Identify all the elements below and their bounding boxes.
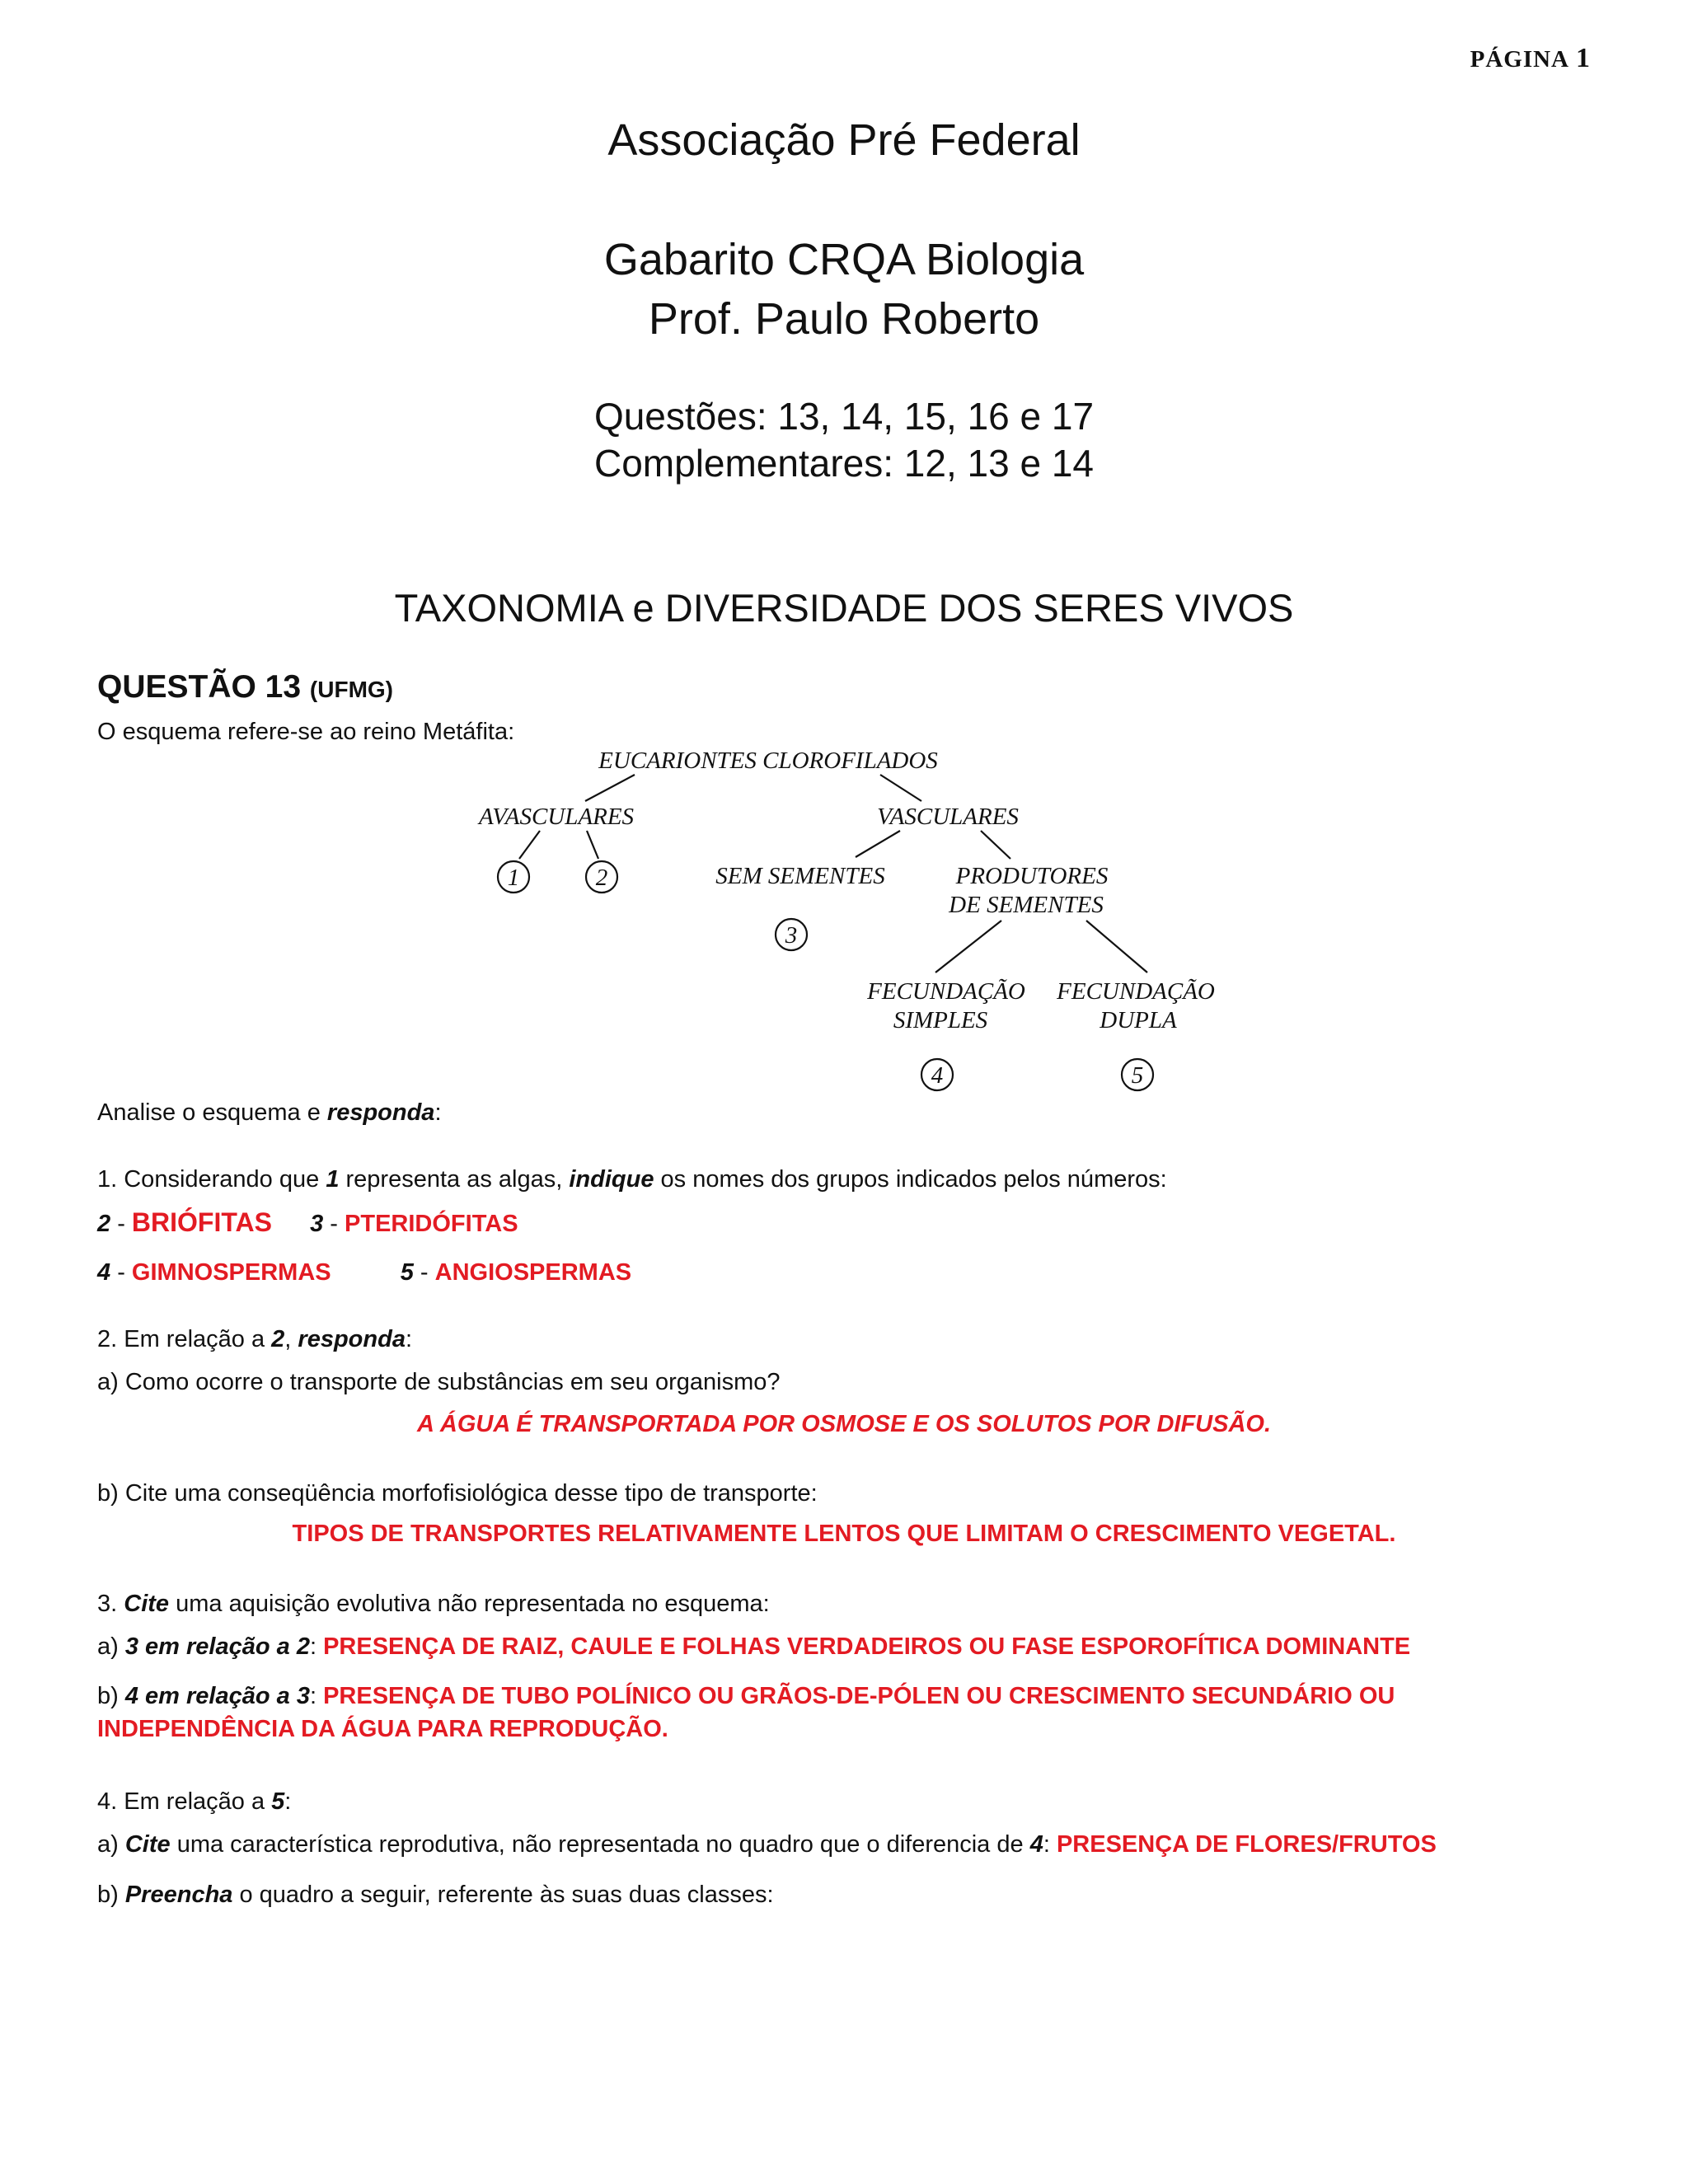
item4-a-mid: uma característica reprodutiva, não representada no quadro que o diferencia de bbox=[170, 1831, 1030, 1858]
item4-question bbox=[97, 1785, 291, 1818]
diagram-vasculares-label: VASCULARES bbox=[877, 804, 1019, 830]
item3-a-label: 3 em relação a 2 bbox=[124, 1633, 310, 1660]
item4-b-verb: Preencha bbox=[124, 1882, 233, 1908]
page-number: 1 bbox=[1576, 43, 1591, 73]
item4-b-pre: b) bbox=[97, 1882, 125, 1908]
item2-question-b: b) Cite uma conseqüência morfofisiológica desse tipo de transporte: bbox=[97, 1480, 818, 1507]
diagram-root-label: EUCARIONTES CLOROFILADOS bbox=[598, 748, 938, 774]
item4-a-colon: : bbox=[1043, 1831, 1057, 1858]
answer-2-sep: - bbox=[110, 1211, 132, 1237]
item2-question bbox=[97, 1323, 412, 1356]
item1-num: 1 bbox=[326, 1166, 340, 1193]
item3-answer-a-line bbox=[97, 1630, 1410, 1663]
item3-answer-a: PRESENÇA DE RAIZ, CAULE E FOLHAS VERDADEIROS OU FASE ESPOROFÍTICA DOMINANTE bbox=[323, 1633, 1411, 1660]
item3-question bbox=[97, 1587, 770, 1620]
complementary-line: Complementares: 12, 13 e 14 bbox=[593, 442, 1095, 485]
item3-pre: 3. bbox=[97, 1591, 124, 1617]
item2-answer-b: TIPOS DE TRANSPORTES RELATIVAMENTE LENTOS QUE LIMITAM O CRESCIMENTO VEGETAL. bbox=[292, 1521, 1396, 1547]
diagram-number-4: 4 bbox=[931, 1062, 944, 1089]
questions-line: Questões: 13, 14, 15, 16 e 17 bbox=[593, 395, 1095, 438]
item4-a-verb: Cite bbox=[124, 1831, 171, 1858]
diagram-number-5: 5 bbox=[1131, 1062, 1144, 1089]
item3-verb: Cite bbox=[124, 1591, 170, 1617]
item4-b-post: o quadro a seguir, referente às suas duas classes: bbox=[232, 1882, 774, 1908]
answer-5-sep: - bbox=[413, 1259, 435, 1286]
answer-5: ANGIOSPERMAS bbox=[434, 1259, 632, 1286]
question-source: (UFMG) bbox=[309, 677, 393, 702]
item1-question bbox=[97, 1163, 1167, 1196]
item4-answer-a: PRESENÇA DE FLORES/FRUTOS bbox=[1056, 1831, 1437, 1858]
item4-answer-a-line bbox=[97, 1828, 1437, 1861]
diagram-number-2: 2 bbox=[595, 865, 608, 891]
item1-answers-row2 bbox=[97, 1256, 631, 1289]
item1-verb: indique bbox=[569, 1166, 654, 1193]
analise-text: Analise o esquema e bbox=[97, 1099, 327, 1126]
answer-3-number: 3 bbox=[310, 1211, 324, 1237]
item4-a-num: 4 bbox=[1029, 1831, 1043, 1858]
item1-post: os nomes dos grupos indicados pelos números: bbox=[654, 1166, 1167, 1193]
item2-comma: , bbox=[284, 1326, 298, 1352]
item2-answer-a: A ÁGUA É TRANSPORTADA POR OSMOSE E OS SOLUTOS POR DIFUSÃO. bbox=[416, 1411, 1272, 1437]
analise-verb: responda bbox=[326, 1099, 435, 1126]
diagram-number-1: 1 bbox=[507, 865, 520, 891]
item1-pre: 1. Considerando que bbox=[97, 1166, 326, 1193]
diagram-fec-dupla-label: FECUNDAÇÃO bbox=[1057, 978, 1215, 1005]
teacher-title: Prof. Paulo Roberto bbox=[648, 294, 1040, 344]
item3-post: uma aquisição evolutiva não representada no esquema: bbox=[169, 1591, 770, 1617]
diagram-avasculares-label: AVASCULARES bbox=[478, 804, 635, 830]
diagram-number-3: 3 bbox=[785, 922, 798, 949]
diagram-sem-sementes-label: SEM SEMENTES bbox=[715, 863, 885, 889]
answer-3: PTERIDÓFITAS bbox=[345, 1211, 518, 1237]
answer-2: BRIÓFITAS bbox=[131, 1207, 272, 1237]
item4-question-b bbox=[97, 1878, 774, 1911]
diagram-produtores-label: PRODUTORES bbox=[955, 863, 1109, 889]
analise-line bbox=[97, 1096, 442, 1129]
section-title: TAXONOMIA e DIVERSIDADE DOS SERES VIVOS bbox=[394, 586, 1294, 630]
answer-4-number: 4 bbox=[97, 1259, 111, 1286]
diagram-simples-label: SIMPLES bbox=[893, 1007, 988, 1033]
item2-num: 2 bbox=[271, 1326, 285, 1352]
item3-answer-b-line bbox=[97, 1680, 1597, 1746]
answer-2-number: 2 bbox=[97, 1211, 111, 1237]
item4-post: : bbox=[284, 1788, 292, 1815]
item3-a-pre: a) bbox=[97, 1633, 125, 1660]
diagram-de-sementes-label: DE SEMENTES bbox=[949, 892, 1104, 918]
item3-b-colon: : bbox=[309, 1683, 324, 1709]
item4-a-pre: a) bbox=[97, 1831, 125, 1858]
item1-answers-row1 bbox=[97, 1206, 518, 1240]
answer-4: GIMNOSPERMAS bbox=[131, 1259, 331, 1286]
question-label: QUESTÃO 13 bbox=[97, 669, 302, 705]
school-title: Associação Pré Federal bbox=[607, 115, 1081, 165]
item3-a-colon: : bbox=[309, 1633, 324, 1660]
answer-5-number: 5 bbox=[400, 1259, 414, 1286]
item3-b-pre: b) bbox=[97, 1683, 125, 1709]
item4-pre: 4. Em relação a bbox=[97, 1788, 272, 1815]
question-intro: O esquema refere-se ao reino Metáfita: bbox=[97, 719, 515, 745]
item3-answer-b: PRESENÇA DE TUBO POLÍNICO OU GRÃOS-DE-PÓLEN OU CRESCIMENTO SECUNDÁRIO OU INDEPENDÊNCIA DA ÁGUA PARA REPRODUÇÃO. bbox=[97, 1683, 1395, 1742]
item3-b-label: 4 em relação a 3 bbox=[124, 1683, 310, 1709]
item2-verb: responda bbox=[298, 1326, 406, 1352]
answer-3-sep: - bbox=[323, 1211, 345, 1237]
item4-num: 5 bbox=[271, 1788, 285, 1815]
diagram-dupla-label: DUPLA bbox=[1100, 1007, 1177, 1033]
answer-4-sep: - bbox=[110, 1259, 132, 1286]
analise-colon: : bbox=[434, 1099, 442, 1126]
subject-title: Gabarito CRQA Biologia bbox=[603, 235, 1085, 284]
item1-mid: representa as algas, bbox=[339, 1166, 570, 1193]
item2-post: : bbox=[405, 1326, 413, 1352]
item2-question-a: a) Como ocorre o transporte de substâncias em seu organismo? bbox=[97, 1369, 781, 1395]
item2-pre: 2. Em relação a bbox=[97, 1326, 272, 1352]
page-label: PÁGINA bbox=[1470, 46, 1569, 73]
diagram-fec-simples-label: FECUNDAÇÃO bbox=[867, 978, 1025, 1005]
